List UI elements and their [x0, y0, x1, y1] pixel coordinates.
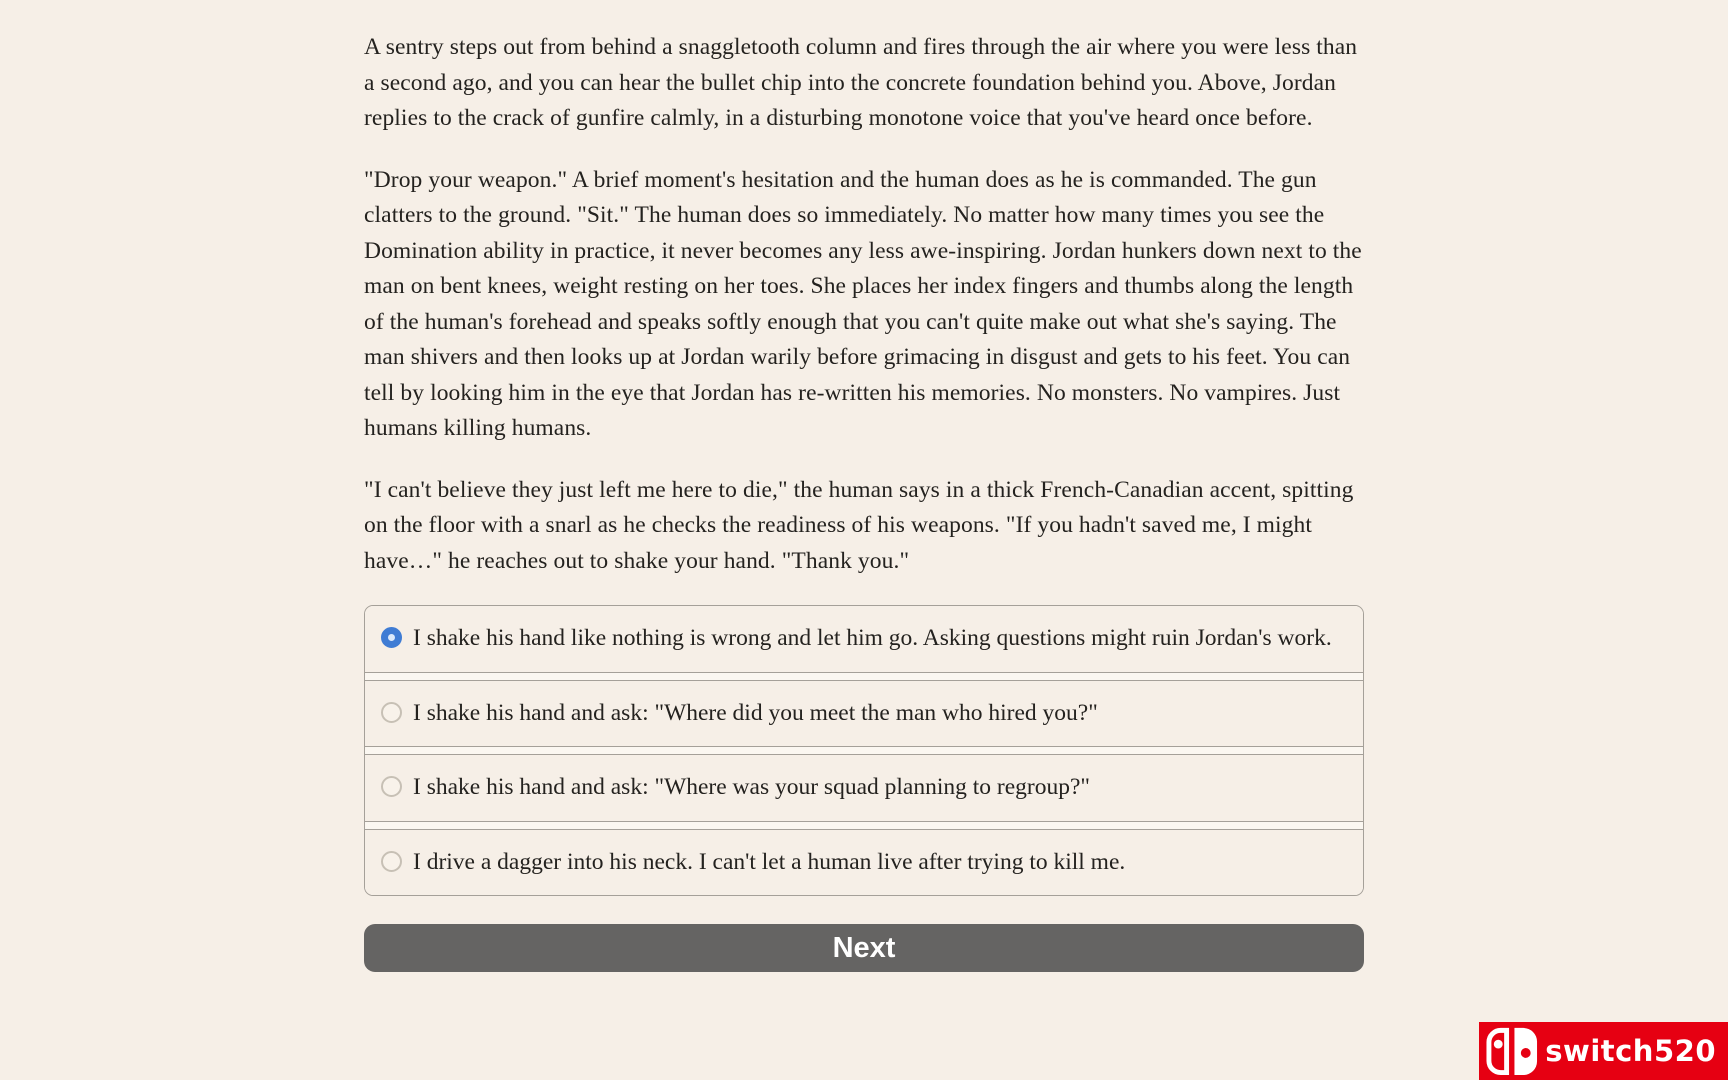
choice-label: I shake his hand like nothing is wrong and let him go. Asking questions might ruin Jordan's work. — [413, 625, 1332, 651]
story-text — [364, 30, 1364, 579]
choice-list — [364, 605, 1364, 896]
radio-unselected-icon[interactable] — [381, 776, 402, 797]
radio-unselected-icon[interactable] — [381, 702, 402, 723]
choice-label: I drive a dagger into his neck. I can't let a human live after trying to kill me. — [413, 848, 1126, 875]
radio-unselected-icon[interactable] — [381, 851, 402, 872]
choice-option-4[interactable] — [365, 829, 1363, 896]
watermark-label: switch520 — [1545, 1034, 1716, 1068]
choice-option-1[interactable] — [365, 606, 1363, 673]
story-page — [364, 0, 1364, 972]
story-paragraph: "I can't believe they just left me here to die," the human says in a thick French-Canadian accent, spitting on the floor with a snarl as he checks the readiness of his weapons. "If you hadn't saved me, I might have…" he reaches out to shake your hand. "Thank you." — [364, 476, 1354, 574]
choice-option-3[interactable] — [365, 754, 1363, 822]
next-button[interactable]: Next — [364, 924, 1364, 972]
story-paragraph: A sentry steps out from behind a snaggletooth column and fires through the air where you were less than a second ago, and you can hear the bullet chip into the concrete foundation behind you. Above, Jordan replies to the crack of gunfire calmly, in a disturbing monotone voice that you've heard once before. — [364, 34, 1358, 131]
story-paragraph: "Drop your weapon." A brief moment's hesitation and the human does as he is commanded. The gun clatters to the ground. "Sit." The human does so immediately. No matter how many times you see the Domination ability in practice, it never becomes any less awe-inspiring. Jordan hunkers down next to the man on bent knees, weight resting on her toes. She places her index fingers and thumbs along the length of the human's forehead and speaks softly enough that you can't quite make out what she's saying. The man shivers and then looks up at Jordan warily before grimacing in disgust and gets to his feet. You can tell by looking him in the eye that Jordan has re-written his memories. No monsters. No vampires. Just humans killing humans. — [364, 166, 1362, 441]
nintendo-switch-logo-icon — [1485, 1025, 1539, 1077]
radio-selected-icon[interactable] — [381, 627, 402, 648]
choice-label: I shake his hand and ask: "Where was your squad planning to regroup?" — [413, 774, 1091, 800]
watermark-switch520 — [1479, 1022, 1728, 1080]
choice-label: I shake his hand and ask: "Where did you meet the man who hired you?" — [413, 699, 1098, 726]
choice-option-2[interactable] — [365, 680, 1363, 748]
